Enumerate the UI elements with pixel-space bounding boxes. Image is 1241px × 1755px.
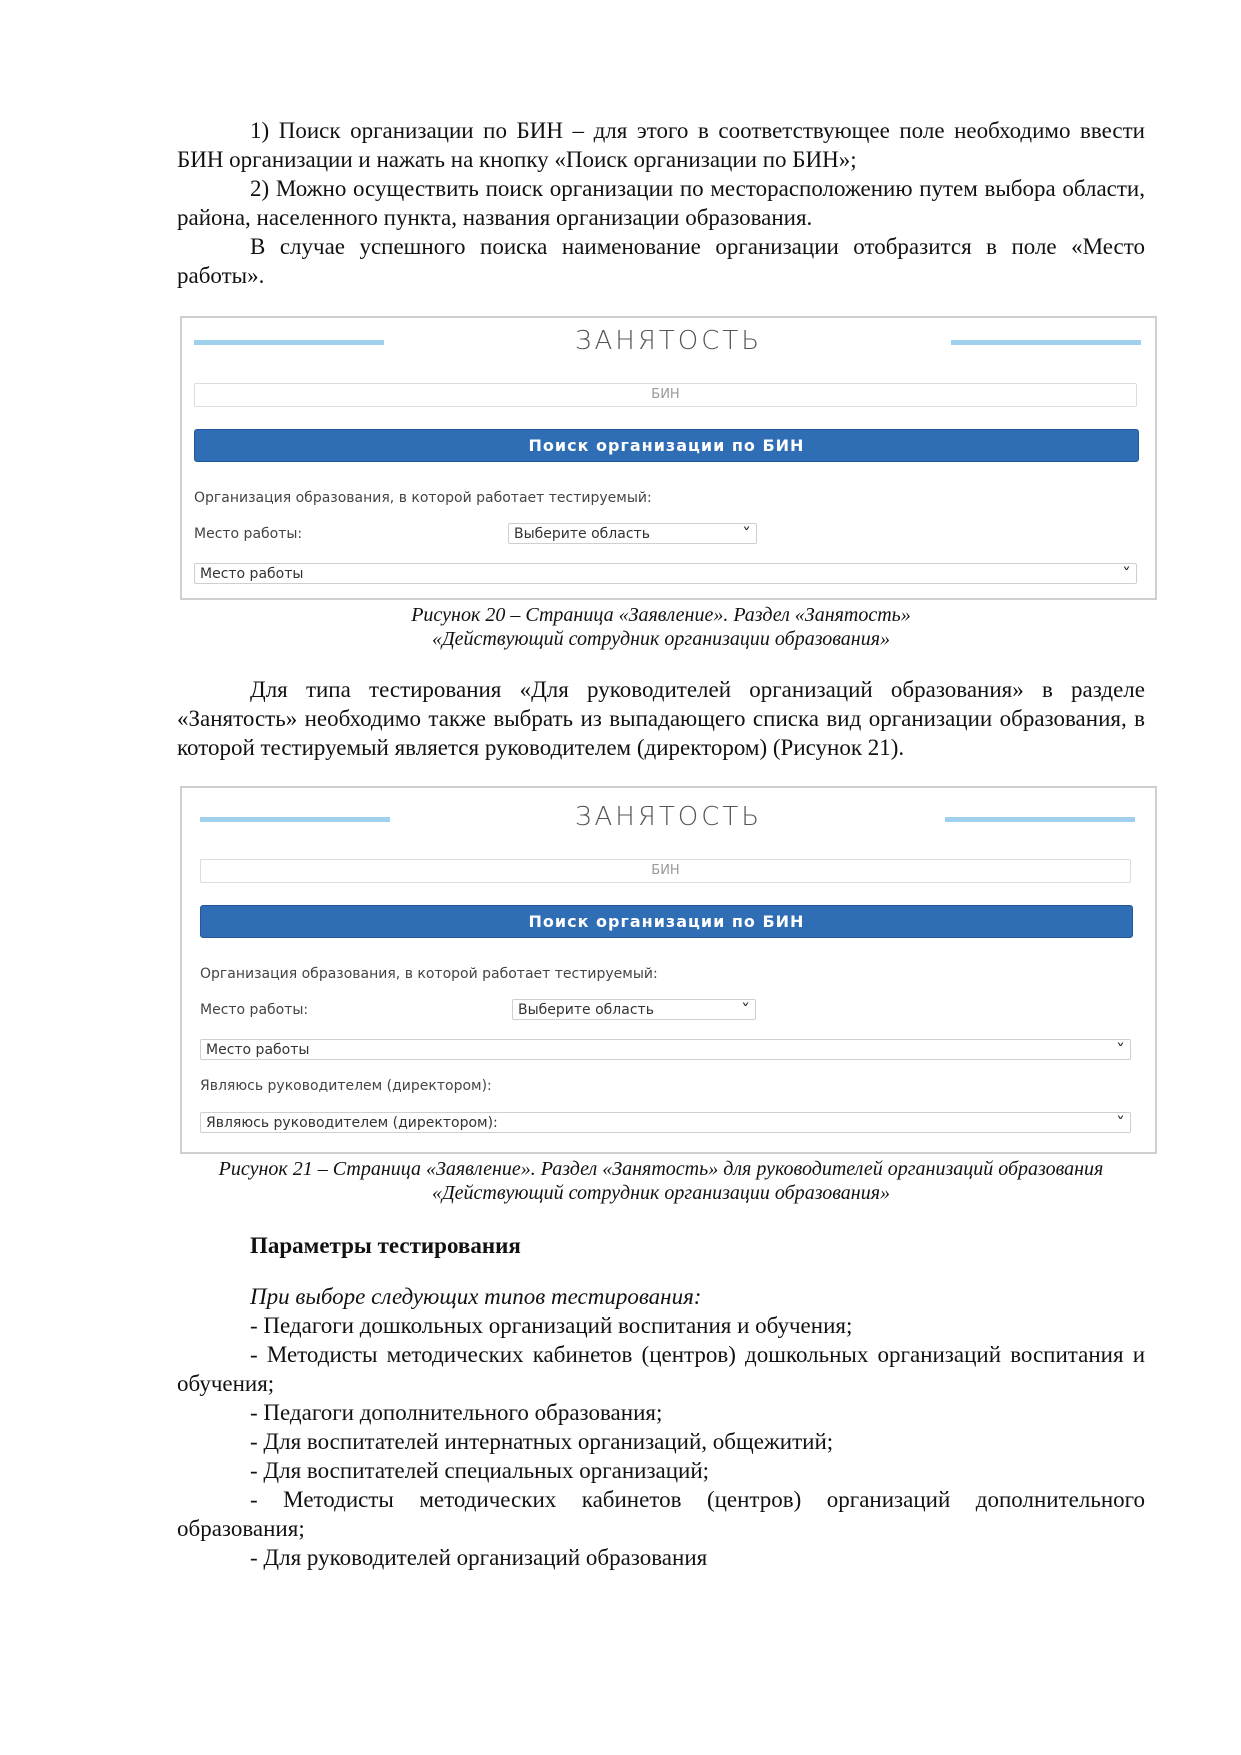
bin-input[interactable]: БИН — [200, 859, 1131, 883]
list-item: - Для руководителей организаций образования — [250, 1545, 708, 1570]
region-select[interactable] — [512, 999, 756, 1020]
section-lead: При выборе следующих типов тестирования: — [250, 1284, 702, 1309]
figure-21-screenshot — [180, 786, 1157, 1154]
director-label: Являюсь руководителем (директором): — [200, 1078, 492, 1094]
list-item: - Педагоги дошкольных организаций воспитания и обучения; — [250, 1313, 853, 1338]
list-item: - Для воспитателей специальных организаций; — [250, 1458, 710, 1483]
list-item: - Методисты методических кабинетов (центров) организаций дополнительного образования; — [177, 1487, 1145, 1541]
chevron-down-icon: ˅ — [741, 526, 752, 542]
figure-20-screenshot — [180, 316, 1157, 600]
document-page — [177, 116, 1145, 1572]
workplace-label: Место работы: — [194, 526, 303, 542]
chevron-down-icon: ˅ — [740, 1002, 751, 1018]
section-title: ЗАНЯТОСТЬ — [574, 326, 763, 356]
figure-header — [182, 788, 1155, 848]
director-select[interactable] — [200, 1112, 1131, 1133]
chevron-down-icon: ˅ — [1115, 1042, 1126, 1058]
region-select-value: Выберите область — [514, 526, 650, 542]
list-item: - Для воспитателей интернатных организаций, общежитий; — [250, 1429, 834, 1454]
figure-20-caption-line-2: «Действующий сотрудник организации образования» — [431, 628, 891, 650]
figure-20-caption-line-1: Рисунок 20 – Страница «Заявление». Раздел «Занятость» — [411, 604, 911, 626]
search-by-bin-button[interactable]: Поиск организации по БИН — [200, 905, 1133, 938]
figure-21-caption-line-1: Рисунок 21 – Страница «Заявление». Раздел «Занятость» для руководителей организаций образования — [218, 1158, 1104, 1180]
bin-input[interactable]: БИН — [194, 383, 1137, 407]
director-select-value: Являюсь руководителем (директором): — [206, 1115, 498, 1131]
decorative-line-right — [951, 340, 1141, 345]
section-title: ЗАНЯТОСТЬ — [574, 802, 763, 832]
workplace-select-value: Место работы — [200, 566, 304, 582]
region-select-value: Выберите область — [518, 1002, 654, 1018]
workplace-select[interactable] — [194, 563, 1137, 584]
middle-paragraph: Для типа тестирования «Для руководителей организаций образования» в разделе «Занятость» необходимо также выбрать из выпадающего списка вид организации образования, в которой тестируемый является руководителем (директором) (Рисунок 21). — [177, 677, 1145, 760]
list-item: - Методисты методических кабинетов (центров) дошкольных организаций воспитания и обучения; — [177, 1342, 1145, 1396]
figure-header — [182, 318, 1155, 378]
intro-paragraph-3: В случае успешного поиска наименование организации отобразится в поле «Место работы». — [177, 234, 1145, 288]
figure-21-caption-line-2: «Действующий сотрудник организации образования» — [431, 1182, 891, 1204]
chevron-down-icon: ˅ — [1115, 1115, 1126, 1131]
intro-paragraph-2: 2) Можно осуществить поиск организации по месторасположению путем выбора области, района, населенного пункта, названия организации образования. — [177, 176, 1145, 230]
search-by-bin-button[interactable]: Поиск организации по БИН — [194, 429, 1139, 462]
workplace-select[interactable] — [200, 1039, 1131, 1060]
chevron-down-icon: ˅ — [1121, 566, 1132, 582]
decorative-line-right — [945, 817, 1135, 822]
workplace-label: Место работы: — [200, 1002, 309, 1018]
section-heading: Параметры тестирования — [250, 1233, 521, 1258]
region-select[interactable] — [508, 523, 757, 544]
list-item: - Педагоги дополнительного образования; — [250, 1400, 663, 1425]
org-label: Организация образования, в которой работает тестируемый: — [194, 490, 652, 506]
workplace-select-value: Место работы — [206, 1042, 310, 1058]
intro-paragraph-1: 1) Поиск организации по БИН – для этого в соответствующее поле необходимо ввести БИН организации и нажать на кнопку «Поиск организации по БИН»; — [177, 118, 1145, 172]
org-label: Организация образования, в которой работает тестируемый: — [200, 966, 658, 982]
testing-types-list — [177, 1311, 1145, 1572]
